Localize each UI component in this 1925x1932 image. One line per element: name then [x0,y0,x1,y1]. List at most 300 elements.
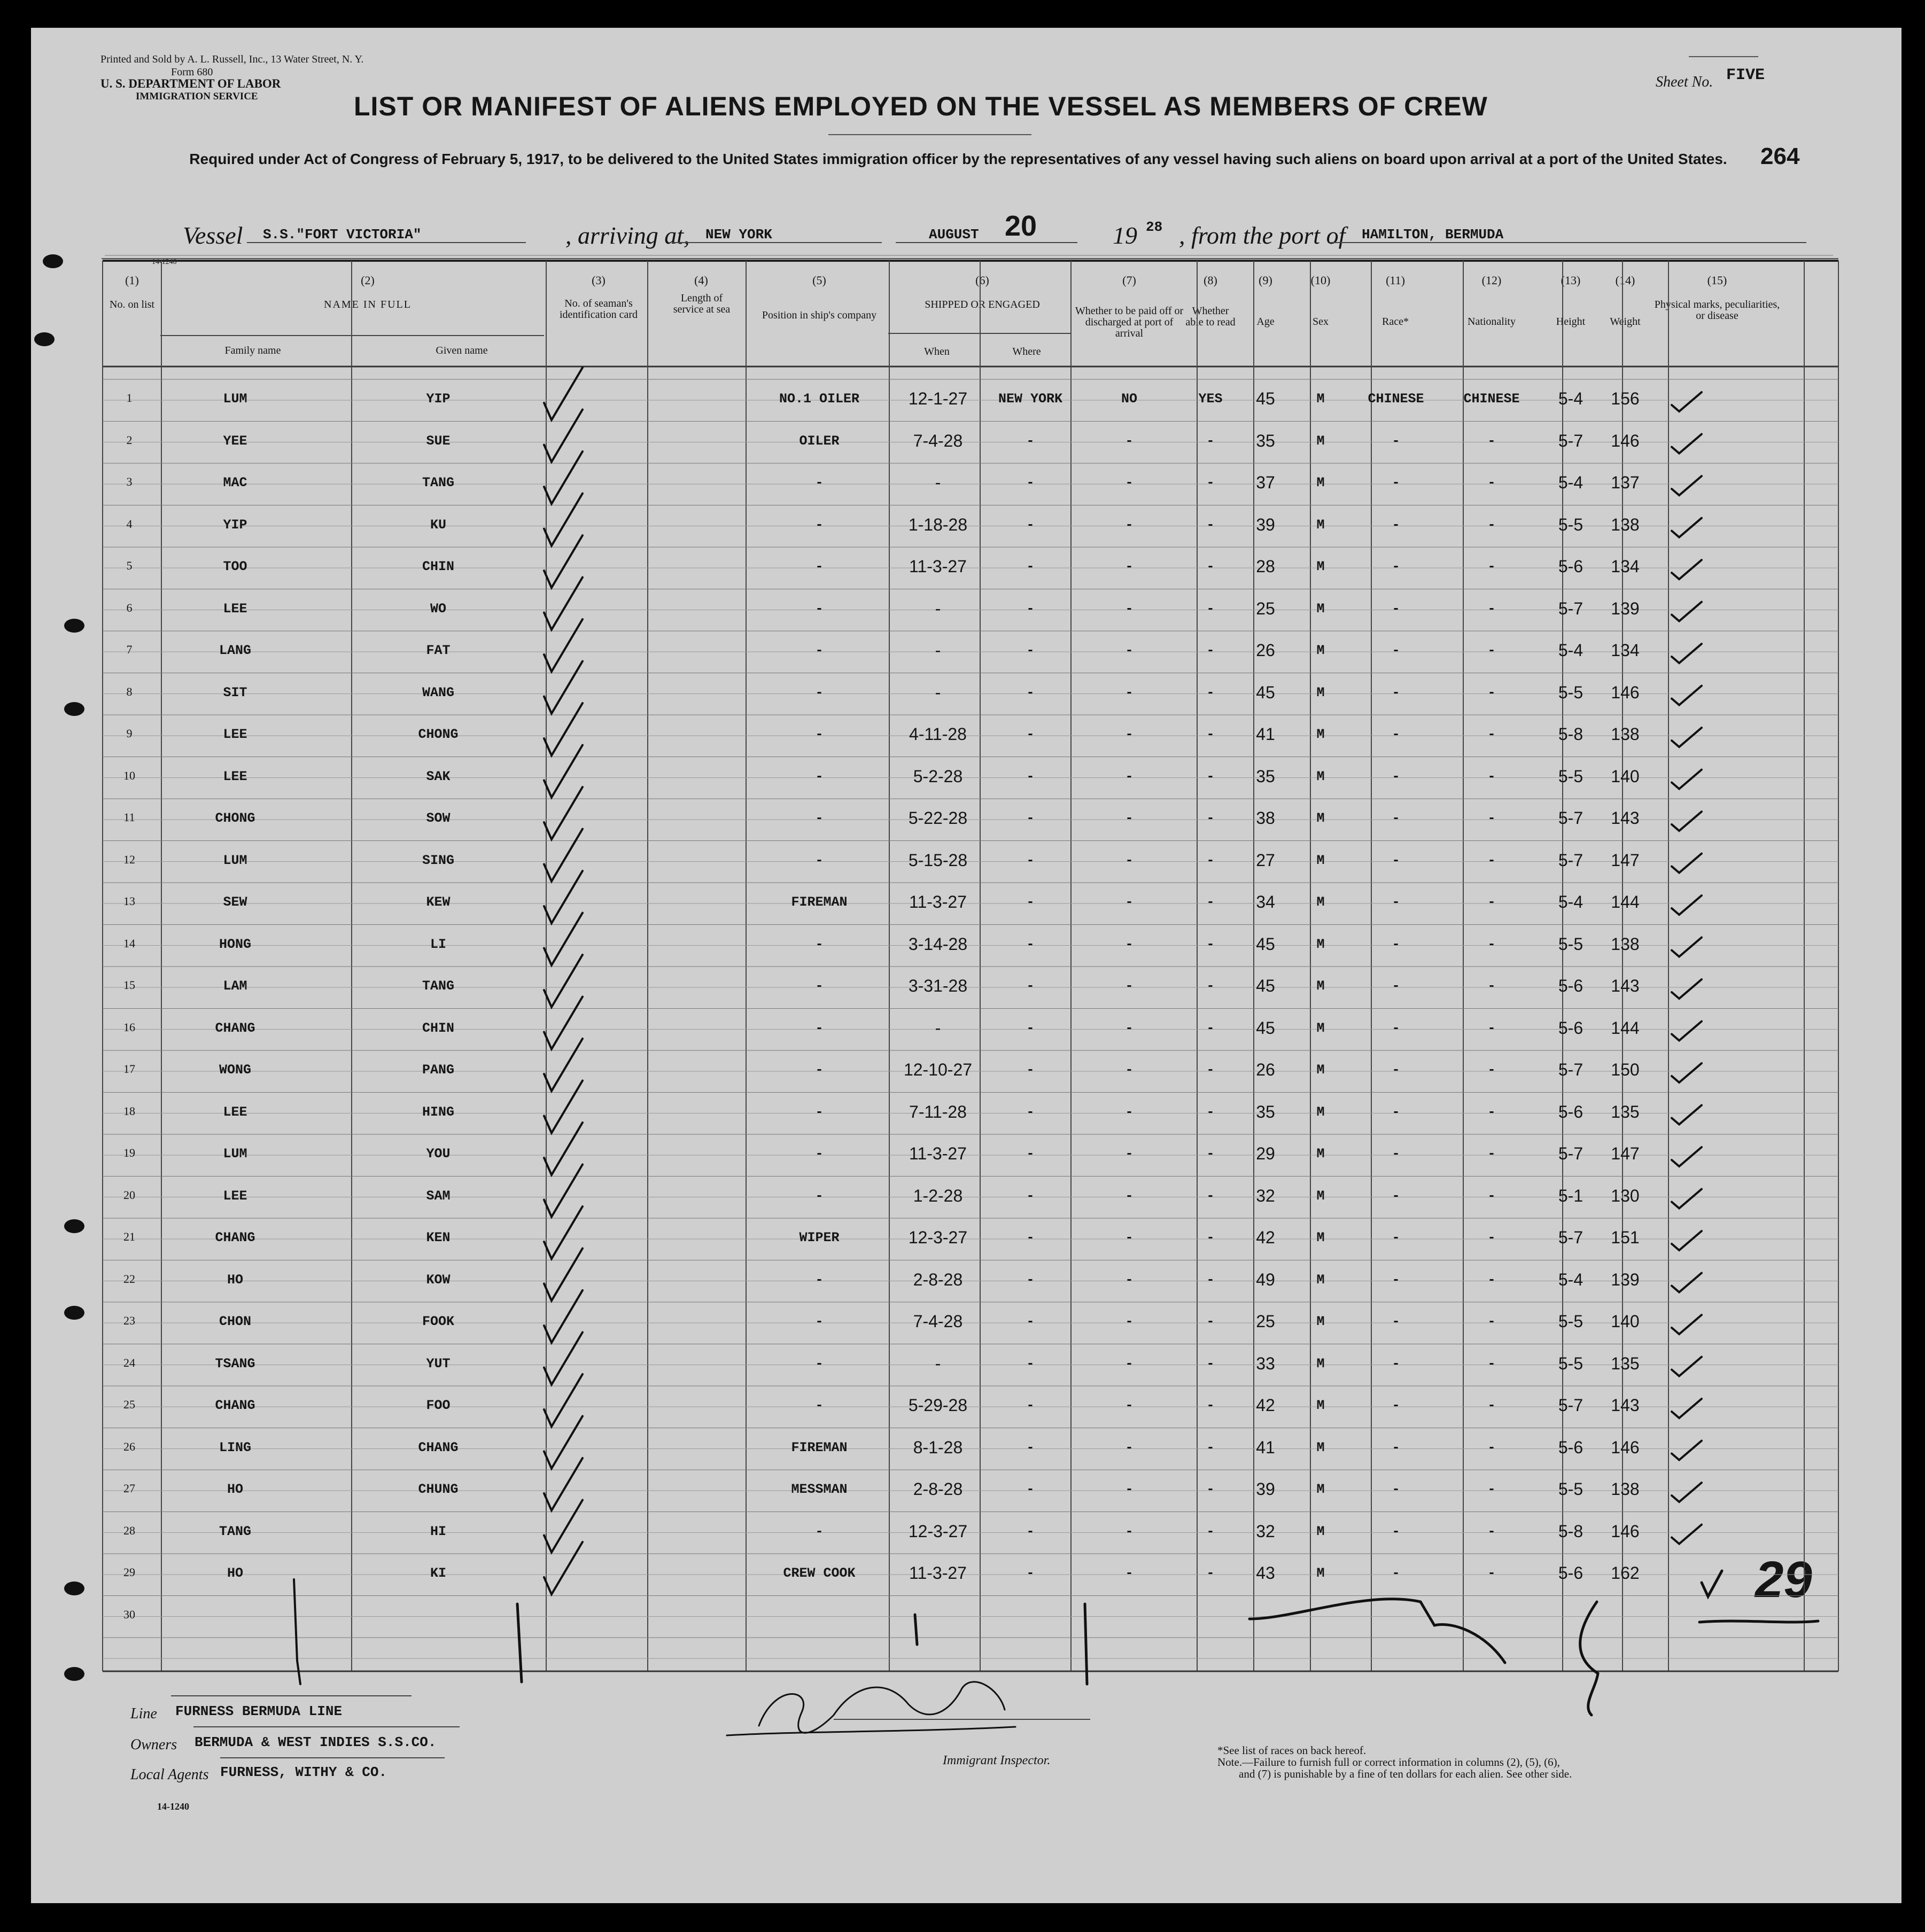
cell-where: - [1026,601,1035,617]
note-fine-2: and (7) is punishable by a fine of ten dollars for each alien. See other side. [1239,1767,1572,1780]
cell-where: - [1026,1020,1035,1036]
cell-weight: 138 [1611,724,1640,744]
cell-family-name: LAM [223,978,247,994]
cell-given-name: TANG [422,978,454,994]
cell-paid-off: - [1125,1565,1134,1581]
cell-family-name: TSANG [215,1355,255,1372]
cell-paid-off: - [1125,1146,1134,1162]
checkmark-icon [1672,1525,1702,1544]
cell-position: - [815,936,824,952]
checkmark-icon [1672,895,1702,915]
cell-where: - [1026,1188,1035,1204]
cell-when: 2-8-28 [913,1479,963,1499]
cell-position: FIREMAN [791,1439,848,1455]
col-number-6: (6) [975,274,989,287]
cell-nationality: - [1487,1398,1496,1413]
cell-given-name: CHONG [418,727,459,742]
cell-family-name: LEE [223,1104,247,1120]
cell-position: - [815,1314,824,1329]
cell-race: - [1392,1355,1400,1372]
cell-weight: 139 [1611,598,1640,618]
cell-weight: 134 [1611,557,1640,576]
cell-sex: M [1316,1188,1325,1204]
col-number-8: (8) [1204,274,1217,287]
cell-where: - [1026,433,1035,449]
cell-age: 28 [1256,557,1275,576]
cell-read: - [1206,1272,1215,1288]
checkmark-icon [1672,1022,1702,1041]
cell-family-name: HO [227,1565,243,1581]
cell-height: 5-4 [1558,892,1584,912]
checkmark-icon [1672,476,1702,495]
cell-where: - [1026,1146,1035,1162]
inspector-label: Immigrant Inspector. [943,1754,1051,1767]
cell-given-name: HI [430,1523,446,1539]
cell-given-name: FOO [426,1398,451,1413]
cell-no: 6 [126,601,133,614]
cell-race: - [1392,936,1400,952]
cell-height: 5-4 [1558,473,1584,492]
cell-race: - [1392,1482,1400,1497]
cell-age: 45 [1256,1018,1275,1038]
cell-no: 19 [123,1146,135,1159]
cell-no: 21 [123,1230,135,1243]
cell-paid-off: - [1125,936,1134,952]
cell-position: - [815,1272,824,1288]
cell-given-name: YIP [426,391,451,407]
cell-family-name: CHANG [215,1020,255,1036]
col-header-service-length: Length of service at sea [673,292,731,315]
cell-no: 11 [123,811,135,824]
cell-position: CREW COOK [783,1565,856,1581]
cell-where: - [1026,1482,1035,1497]
cell-weight: 144 [1611,1018,1640,1038]
cell-race: - [1392,559,1400,574]
col-header-shipped: SHIPPED OR ENGAGED [925,299,1040,310]
cell-paid-off: - [1125,1272,1134,1288]
col-number-15: (15) [1707,274,1727,287]
cell-when: 5-29-28 [908,1396,968,1415]
service-name: IMMIGRATION SERVICE [136,91,258,102]
cell-sex: M [1316,811,1325,826]
cell-where: - [1026,1104,1035,1120]
checkmark-icon [1672,560,1702,579]
cell-paid-off: - [1125,768,1134,784]
cell-position: - [815,1398,824,1413]
cell-family-name: LEE [223,601,247,617]
cell-sex: M [1316,1398,1325,1413]
arrival-port: NEW YORK [705,227,772,243]
cell-nationality: - [1487,601,1496,617]
cell-weight: 151 [1611,1228,1640,1247]
cell-where: - [1026,1230,1035,1245]
cell-height: 5-7 [1558,808,1584,828]
cell-given-name: CHUNG [418,1482,459,1497]
cell-family-name: CHON [219,1314,251,1329]
cell-paid-off: - [1125,601,1134,617]
cell-height: 5-6 [1558,976,1584,995]
col-header-name: NAME IN FULL [324,299,412,310]
note-fine-1: Note.—Failure to furnish full or correct information in columns (2), (5), (6), [1217,1756,1560,1769]
col-header-given-name: Given name [436,345,488,356]
cell-age: 49 [1256,1269,1275,1289]
cell-sex: M [1316,894,1325,910]
cell-read: - [1206,936,1215,952]
cell-when: - [935,682,941,702]
cell-read: YES [1198,391,1223,407]
checkmark-icon [1672,812,1702,831]
cell-when: - [935,641,941,660]
col-number-1: (1) [125,274,139,287]
cell-no: 24 [123,1355,135,1369]
cell-given-name: TANG [422,475,454,490]
form-code-bottom: 14-1240 [157,1801,189,1812]
cell-race: - [1392,1230,1400,1245]
cell-position: - [815,978,824,994]
cell-age: 34 [1256,892,1275,912]
cell-where: - [1026,475,1035,490]
col-number-11: (11) [1386,274,1405,287]
agents-label: Local Agents [130,1766,209,1783]
cell-when: 5-2-28 [913,766,963,786]
cell-paid-off: - [1125,1355,1134,1372]
cell-where: - [1026,1523,1035,1539]
cell-when: - [935,473,941,492]
cell-no: 20 [123,1188,135,1202]
cell-read: - [1206,894,1215,910]
cell-paid-off: - [1125,1482,1134,1497]
cell-family-name: MAC [223,475,247,490]
cell-weight: 146 [1611,1521,1640,1541]
cell-read: - [1206,852,1215,868]
vessel-name: S.S."FORT VICTORIA" [263,227,422,243]
cell-given-name: CHIN [422,1020,454,1036]
cell-height: 5-5 [1558,515,1584,534]
cell-where: - [1026,1398,1035,1413]
cell-age: 37 [1256,473,1275,492]
departure-port: HAMILTON, BERMUDA [1362,227,1504,243]
cell-weight: 138 [1611,1479,1640,1499]
cell-race: - [1392,601,1400,617]
cell-where: - [1026,768,1035,784]
col-header-weight: Weight [1610,316,1641,328]
cell-age: 26 [1256,641,1275,660]
cell-given-name: SAM [426,1188,451,1204]
cell-race: - [1392,1314,1400,1329]
cell-age: 33 [1256,1353,1275,1373]
col-header-age: Age [1256,316,1275,328]
cell-sex: M [1316,643,1325,658]
cell-where: - [1026,936,1035,952]
cell-age: 45 [1256,682,1275,702]
cell-where: - [1026,1355,1035,1372]
checkmark-icon [1672,1357,1702,1376]
cell-height: 5-4 [1558,389,1584,408]
cell-sex: M [1316,601,1325,617]
cell-no: 7 [126,643,133,656]
cell-height: 5-6 [1558,1437,1584,1457]
cell-nationality: CHINESE [1463,391,1520,407]
cell-nationality: - [1487,768,1496,784]
cell-race: - [1392,1398,1400,1413]
cell-position: - [815,1188,824,1204]
cell-no: 3 [126,475,133,488]
cell-given-name: HING [422,1104,454,1120]
cell-height: 5-4 [1558,1269,1584,1289]
cell-age: 42 [1256,1396,1275,1415]
cell-race: - [1392,433,1400,449]
cell-family-name: SIT [223,684,247,700]
cell-where: NEW YORK [998,391,1063,407]
cell-given-name: SAK [426,768,451,784]
cell-read: - [1206,1314,1215,1329]
cell-where: - [1026,643,1035,658]
cell-height: 5-5 [1558,766,1584,786]
cell-race: - [1392,1523,1400,1539]
cell-sex: M [1316,1020,1325,1036]
cell-height: 5-6 [1558,1563,1584,1583]
cell-race: - [1392,643,1400,658]
cell-race: - [1392,684,1400,700]
cell-position: - [815,1523,824,1539]
col-header-physical-marks: Physical marks, peculiarities, or disease [1654,299,1780,322]
cell-paid-off: - [1125,1314,1134,1329]
cell-when: 11-3-27 [909,557,967,576]
year-prefix: 19 [1113,222,1137,249]
cell-race: - [1392,852,1400,868]
cell-read: - [1206,1230,1215,1245]
cell-height: 5-6 [1558,1018,1584,1038]
cell-race: - [1392,1272,1400,1288]
cell-paid-off: - [1125,1188,1134,1204]
cell-no: 9 [126,727,133,740]
cell-where: - [1026,727,1035,742]
cell-given-name: CHANG [418,1439,459,1455]
cell-nationality: - [1487,1188,1496,1204]
cell-position: - [815,684,824,700]
cell-weight: 140 [1611,766,1640,786]
cell-no: 16 [123,1020,135,1034]
inspector-signature [727,1682,1015,1735]
page-title: LIST OR MANIFEST OF ALIENS EMPLOYED ON THE VESSEL AS MEMBERS OF CREW [354,91,1488,121]
cell-nationality: - [1487,1439,1496,1455]
col-header-family-name: Family name [224,345,281,356]
cell-position: MESSMAN [791,1482,848,1497]
cell-race: - [1392,517,1400,533]
handwritten-mark [1699,1621,1818,1622]
cell-sex: M [1316,936,1325,952]
cell-nationality: - [1487,1104,1496,1120]
cell-when: 7-4-28 [913,1312,963,1331]
cell-sex: M [1316,1355,1325,1372]
cell-when: 1-18-28 [908,515,968,534]
cell-height: 5-6 [1558,1102,1584,1121]
cell-age: 27 [1256,850,1275,870]
vessel-label: Vessel [183,222,243,249]
col-header-position: Position in ship's company [762,309,877,321]
cell-family-name: YIP [223,517,247,533]
cell-nationality: - [1487,1482,1496,1497]
cell-weight: 143 [1611,808,1640,828]
cell-read: - [1206,727,1215,742]
cell-family-name: LUM [223,391,247,407]
cell-weight: 135 [1611,1353,1640,1373]
cell-position: - [815,768,824,784]
cell-weight: 150 [1611,1060,1640,1079]
cell-nationality: - [1487,1146,1496,1162]
checkmark-icon [1672,434,1702,454]
cell-weight: 147 [1611,850,1640,870]
cell-age: 42 [1256,1228,1275,1247]
cell-age: 25 [1256,598,1275,618]
cell-given-name: PANG [422,1062,454,1078]
cell-family-name: CHONG [215,811,255,826]
line-label: Line [130,1705,157,1722]
cell-read: - [1206,1398,1215,1413]
col-number-3: (3) [592,274,606,287]
col-number-7: (7) [1122,274,1136,287]
cell-where: - [1026,1062,1035,1078]
cell-nationality: - [1487,517,1496,533]
cell-given-name: KOW [426,1272,451,1288]
handwritten-mark [1249,1599,1505,1663]
cell-age: 35 [1256,766,1275,786]
handwritten-mark [915,1615,917,1645]
form-code-top: 14-1240 [152,258,177,266]
col-header-id-card: No. of seaman's identification card [559,298,638,321]
checkmark-icon [544,368,583,420]
col-header-paid-off: Whether to be paid off or discharged at port of arrival [1075,305,1184,339]
cell-no: 2 [126,433,133,447]
cell-weight: 140 [1611,1312,1640,1331]
cell-position: OILER [799,433,840,449]
cell-when: 12-3-27 [908,1228,968,1247]
total-count: 29 [1755,1551,1812,1608]
cell-age: 45 [1256,389,1275,408]
cell-sex: M [1316,1062,1325,1078]
cell-family-name: LEE [223,727,247,742]
checkmark-icon [1672,979,1702,999]
checkmark-icon [1672,770,1702,789]
cell-height: 5-7 [1558,598,1584,618]
cell-nationality: - [1487,1565,1496,1581]
cell-sex: M [1316,1146,1325,1162]
cell-sex: M [1316,1523,1325,1539]
cell-when: 5-15-28 [908,850,968,870]
cell-nationality: - [1487,559,1496,574]
cell-read: - [1206,1104,1215,1120]
cell-when: 11-3-27 [909,1563,967,1583]
cell-no: 22 [123,1272,135,1286]
cell-paid-off: - [1125,684,1134,700]
cell-when: 3-14-28 [908,934,968,954]
col-number-2: (2) [361,274,375,287]
checkmark-icon [1672,1189,1702,1209]
cell-race: - [1392,978,1400,994]
checkmark-icon [1672,938,1702,957]
col-header-sex: Sex [1313,316,1329,328]
checkmark-icon [1672,1441,1702,1460]
cell-position: - [815,559,824,574]
cell-given-name: KU [430,517,446,533]
cell-no: 13 [123,894,135,908]
cell-sex: M [1316,978,1325,994]
cell-when: 2-8-28 [913,1269,963,1289]
col-number-10: (10) [1310,274,1331,287]
cell-paid-off: NO [1121,391,1137,407]
cell-weight: 135 [1611,1102,1640,1121]
cell-position: - [815,475,824,490]
cell-height: 5-7 [1558,1228,1584,1247]
cell-when: 12-1-27 [908,389,968,408]
checkmark-icon [1672,602,1702,621]
cell-no: 8 [126,684,133,698]
cell-read: - [1206,1146,1215,1162]
cell-position: - [815,727,824,742]
cell-when: - [935,1018,941,1038]
cell-where: - [1026,1439,1035,1455]
cell-no: 15 [123,978,135,992]
cell-no: 17 [123,1062,135,1076]
cell-position: - [815,852,824,868]
checkmark-icon [1672,1273,1702,1292]
cell-no: 23 [123,1314,135,1327]
cell-given-name: WO [430,601,446,617]
col-number-4: (4) [694,274,708,287]
cell-paid-off: - [1125,643,1134,658]
cell-where: - [1026,811,1035,826]
cell-nationality: - [1487,475,1496,490]
checkmark-icon [1672,1399,1702,1418]
cell-height: 5-5 [1558,1479,1584,1499]
cell-paid-off: - [1125,978,1134,994]
cell-height: 5-7 [1558,1060,1584,1079]
cell-race: - [1392,1062,1400,1078]
line-name: FURNESS BERMUDA LINE [175,1703,343,1719]
cell-age: 39 [1256,515,1275,534]
cell-nationality: - [1487,1523,1496,1539]
cell-race: - [1392,811,1400,826]
cell-nationality: - [1487,727,1496,742]
cell-age: 32 [1256,1521,1275,1541]
cell-family-name: SEW [223,894,247,910]
cell-weight: 156 [1611,389,1640,408]
cell-read: - [1206,1439,1215,1455]
cell-read: - [1206,1482,1215,1497]
cell-sex: M [1316,727,1325,742]
cell-when: 12-3-27 [908,1521,968,1541]
checkmark-icon [1672,1483,1702,1502]
cell-height: 5-6 [1558,557,1584,576]
cell-read: - [1206,684,1215,700]
cell-weight: 134 [1611,641,1640,660]
cell-nationality: - [1487,1020,1496,1036]
cell-weight: 143 [1611,1396,1640,1415]
cell-where: - [1026,684,1035,700]
cell-family-name: WONG [219,1062,251,1078]
cell-height: 5-5 [1558,1312,1584,1331]
cell-family-name: CHANG [215,1230,255,1245]
requirement-text: Required under Act of Congress of February 5, 1917, to be delivered to the United States immigration officer by the representatives of any vessel having such aliens on board upon arrival at a port of the United States. [189,151,1727,167]
cell-age: 29 [1256,1144,1275,1163]
cell-position: - [815,1020,824,1036]
cell-read: - [1206,811,1215,826]
cell-weight: 147 [1611,1144,1640,1163]
cell-sex: M [1316,1272,1325,1288]
cell-nationality: - [1487,936,1496,952]
cell-age: 45 [1256,934,1275,954]
cell-height: 5-5 [1558,934,1584,954]
